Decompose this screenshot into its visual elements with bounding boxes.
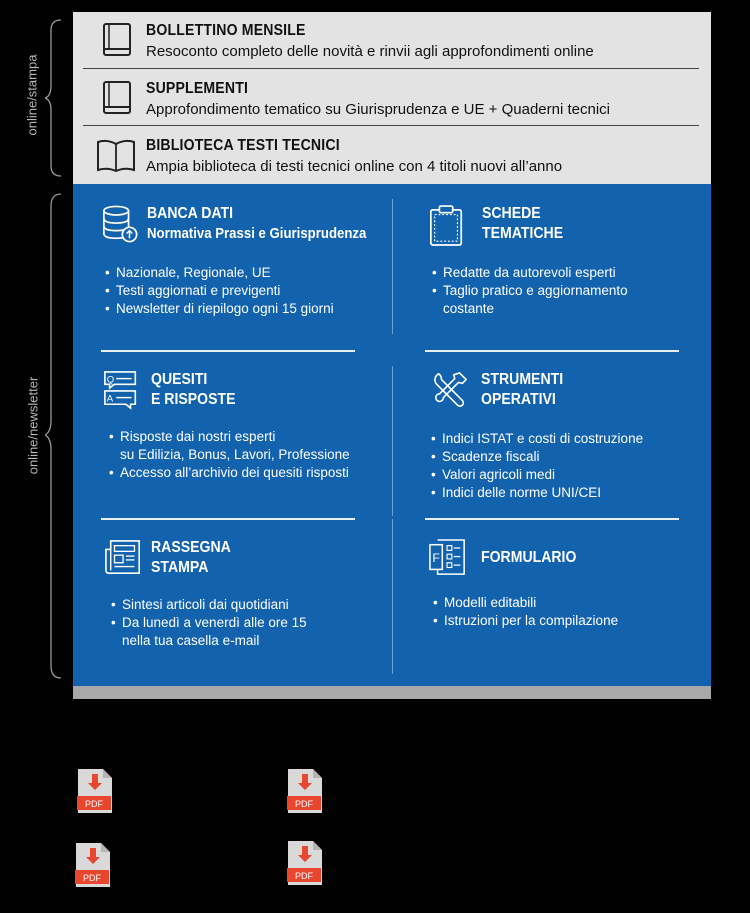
online-item-quesiti[interactable] (103, 370, 403, 510)
print-item-supplementi[interactable] (73, 70, 711, 127)
list-item: • Istruzioni per la compilazione (433, 612, 618, 630)
divider (101, 518, 355, 520)
list-item: • Indici ISTAT e costi di costruzione (431, 430, 643, 448)
brace-online-stampa (45, 18, 65, 178)
online-item-schede-tematiche[interactable] (428, 204, 728, 344)
bullet-list (105, 264, 334, 318)
print-item-desc: Resoconto completo delle novità e rinvii agli approfondimenti online (146, 43, 594, 60)
online-item-title: RASSEGNA STAMPA (151, 539, 231, 576)
list-item: • Sintesi articoli dai quotidiani (111, 596, 307, 614)
print-item-title: SUPPLEMENTI (146, 80, 249, 97)
list-item: • Valori agricoli medi (431, 466, 643, 484)
pdf-download-icon[interactable] (287, 768, 323, 814)
print-item-desc: Ampia biblioteca di testi tecnici online con 4 titoli nuovi all’anno (146, 158, 563, 175)
online-item-title: BANCA DATI Normativa Prassi e Giurisprudenza (147, 205, 367, 242)
tools-icon (431, 370, 469, 410)
list-item: • Newsletter di riepilogo ogni 15 giorni (105, 300, 334, 318)
open-book-icon (95, 135, 137, 175)
q-and-a-icon (103, 370, 141, 410)
book-icon (99, 78, 135, 118)
online-item-banca-dati[interactable] (101, 204, 401, 344)
bullet-list (111, 596, 307, 650)
bullet-list (431, 430, 643, 502)
bullet-list (432, 264, 628, 318)
list-item: • Nazionale, Regionale, UE (105, 264, 334, 282)
online-item-rassegna-stampa[interactable] (105, 538, 405, 678)
online-item-title: QUESITI E RISPOSTE (151, 371, 236, 408)
divider (83, 125, 699, 126)
form-icon (429, 538, 467, 578)
list-item: • Indici delle norme UNI/CEI (431, 484, 643, 502)
online-item-strumenti[interactable] (431, 370, 731, 510)
list-item: • Scadenze fiscali (431, 448, 643, 466)
side-label-online-stampa: online/stampa (24, 54, 40, 136)
print-item-title: BIBLIOTECA TESTI TECNICI (146, 137, 340, 154)
online-item-title: STRUMENTI OPERATIVI (481, 371, 564, 408)
svg-text:F: F (432, 550, 440, 565)
print-item-bollettino[interactable] (73, 12, 711, 69)
online-item-title: FORMULARIO (481, 549, 577, 566)
clipboard-icon (428, 204, 466, 248)
list-item: • Accesso all’archivio dei quesiti risposti (109, 464, 350, 482)
newspaper-icon (105, 538, 143, 578)
svg-text:PDF: PDF (295, 871, 313, 881)
online-item-formulario[interactable] (429, 538, 729, 678)
svg-text:A: A (106, 393, 114, 405)
bottom-strip (73, 686, 711, 699)
online-section (73, 184, 711, 686)
divider (425, 350, 679, 352)
list-item: • Risposte dai nostri esperti su Edilizia, Bonus, Lavori, Professione (109, 428, 350, 464)
svg-text:PDF: PDF (295, 799, 313, 809)
svg-text:PDF: PDF (85, 799, 103, 809)
pdf-download-icon[interactable] (75, 842, 111, 888)
database-icon (101, 204, 139, 244)
list-item: • Testi aggiornati e previgenti (105, 282, 334, 300)
print-item-desc: Approfondimento tematico su Giurisprudenza e UE + Quaderni tecnici (146, 101, 610, 118)
pdf-download-icon[interactable] (77, 768, 113, 814)
list-item: • Modelli editabili (433, 594, 618, 612)
online-item-title: SCHEDE TEMATICHE (482, 205, 564, 242)
divider (425, 518, 679, 520)
list-item: • Da lunedì a venerdì alle ore 15 nella tua casella e-mail (111, 614, 307, 650)
side-label-online-newsletter: online/newsletter (25, 376, 41, 475)
list-item: • Redatte da autorevoli esperti (432, 264, 628, 282)
book-icon (99, 20, 135, 60)
pdf-download-icon[interactable] (287, 840, 323, 886)
bullet-list (433, 594, 618, 630)
print-section (73, 12, 711, 184)
list-item: • Taglio pratico e aggiornamento costante (432, 282, 628, 318)
svg-text:PDF: PDF (83, 873, 101, 883)
brace-online-newsletter (45, 192, 65, 680)
bullet-list (109, 428, 350, 482)
svg-text:Q: Q (106, 374, 115, 386)
divider (83, 68, 699, 69)
divider (101, 350, 355, 352)
print-item-title: BOLLETTINO MENSILE (146, 22, 306, 39)
print-item-biblioteca[interactable] (73, 127, 711, 184)
